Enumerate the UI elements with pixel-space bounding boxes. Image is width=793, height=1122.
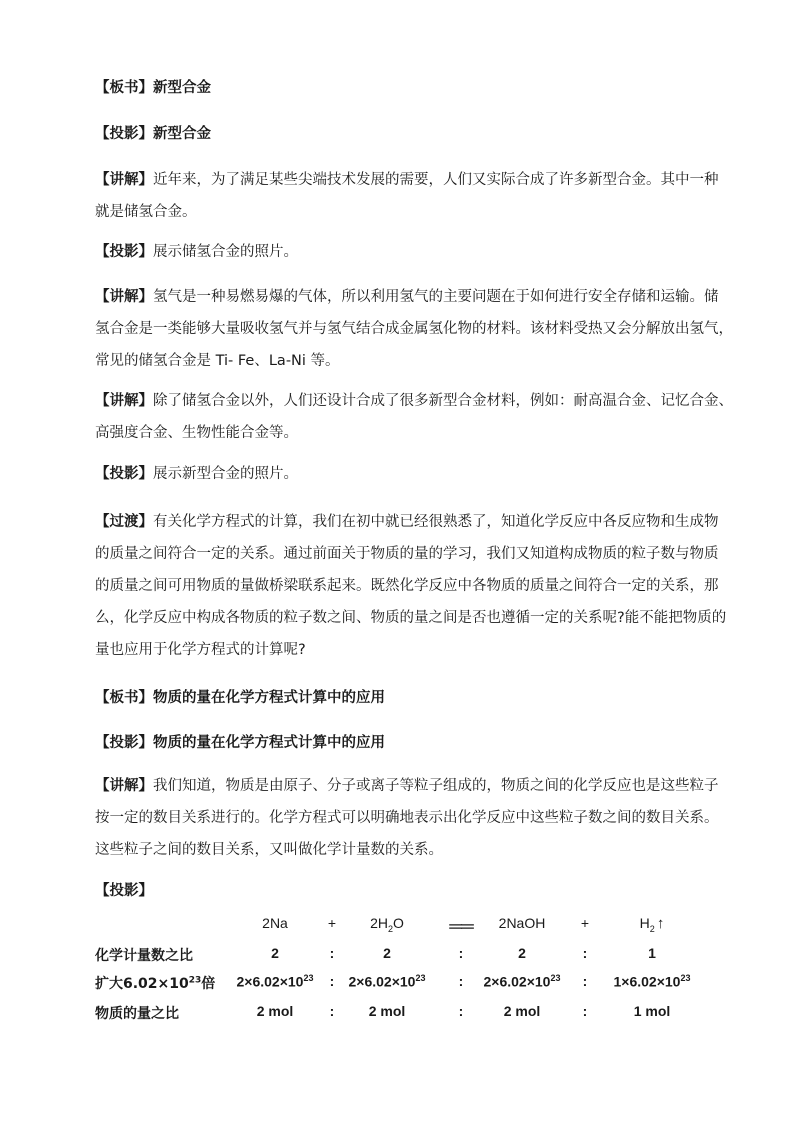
paragraph-line [95, 570, 719, 602]
table-cell: $2\times 6.02\times 10^{23}$ [348, 973, 426, 990]
paragraph [95, 236, 707, 268]
paragraph-line [95, 236, 707, 268]
ratio-separator: : [329, 945, 335, 961]
reactant-water: $2H_2O$ [370, 915, 404, 934]
paragraph-line [95, 875, 707, 907]
row-label: 化学计量数之比 [95, 948, 193, 964]
table-row [95, 1003, 705, 1031]
ratio-separator: : [582, 1003, 588, 1019]
paragraph-text: 高强度合金、生物性能合金等。 [95, 425, 298, 441]
paragraph-line [95, 727, 707, 759]
paragraph [95, 164, 719, 228]
paragraph-line [95, 458, 707, 490]
paragraph-text: 有关化学方程式的计算，我们在初中就已经很熟悉了，知道化学反应中各反应物和生成物 [153, 514, 719, 530]
paragraph [95, 506, 727, 666]
paragraph-line [95, 834, 707, 866]
paragraph-line [95, 313, 733, 345]
ratio-separator: : [329, 973, 335, 989]
ratio-separator: : [329, 1003, 335, 1019]
paragraph-line [95, 634, 707, 666]
row-label: 扩大$6.02\times 10^{23}$倍 [95, 975, 216, 992]
table-row [95, 945, 705, 973]
ratio-separator: : [582, 945, 588, 961]
paragraph-tag: 【投影】 [95, 244, 153, 260]
ratio-separator: : [458, 1003, 464, 1019]
paragraph [95, 727, 707, 759]
table-cell: 2 [518, 945, 526, 961]
paragraph-text: 常见的储氢合金是 Ti- Fe、La-Ni 等。 [95, 353, 340, 369]
product-hydrogen: $H_2$ ↑ [639, 915, 665, 934]
paragraph-line [95, 164, 719, 196]
plus-sign: + [327, 915, 337, 931]
paragraph-text: 物质的量在化学方程式计算中的应用 [153, 735, 385, 751]
table-cell: 2 mol [368, 1003, 406, 1019]
table-cell: $2\times 6.02\times 10^{23}$ [483, 973, 561, 990]
paragraph-line [95, 770, 719, 802]
paragraph-text: 氢合金是一类能够大量吸收氢气并与氢气结合成金属氢化物的材料。该材料受热又会分解放出氢气， [95, 321, 733, 337]
paragraph-line [95, 417, 707, 449]
paragraph-text: 就是储氢合金。 [95, 204, 197, 220]
paragraph-text: 新型合金 [153, 80, 211, 96]
paragraph-text: 近年来，为了满足某些尖端技术发展的需要，人们又实际合成了许多新型合金。其中一种 [153, 172, 719, 188]
table-cell: 2 [383, 945, 391, 961]
paragraph-text: 这些粒子之间的数目关系，又叫做化学计量数的关系。 [95, 842, 443, 858]
paragraph-line [95, 538, 719, 570]
paragraph-text: 展示新型合金的照片。 [153, 466, 298, 482]
gas-up-arrow-icon: ↑ [656, 915, 665, 932]
paragraph-tag: 【讲解】 [95, 289, 153, 305]
paragraph [95, 385, 733, 449]
paragraph-line [95, 602, 727, 634]
paragraph-line [95, 72, 707, 104]
ratio-separator: : [458, 945, 464, 961]
paragraph [95, 281, 733, 377]
ratio-separator: : [582, 973, 588, 989]
paragraph-text: 么，化学反应中构成各物质的粒子数之间、物质的量之间是否也遵循一定的关系呢?能不能把物质的 [95, 610, 727, 626]
paragraph-tag: 【板书】 [95, 690, 153, 706]
equals-sign: ══ [449, 916, 473, 936]
paragraph-tag: 【投影】 [95, 735, 153, 751]
paragraph [95, 118, 707, 150]
paragraph-line [95, 345, 707, 377]
paragraph-tag: 【讲解】 [95, 778, 153, 794]
paragraph-line [95, 802, 719, 834]
reactant-sodium: 2Na [262, 915, 288, 931]
paragraph-line [95, 385, 733, 417]
paragraph-tag: 【讲解】 [95, 393, 153, 409]
table-row [95, 973, 705, 1001]
paragraph [95, 72, 707, 104]
paragraph-text: 新型合金 [153, 126, 211, 142]
paragraph-text: 氢气是一种易燃易爆的气体，所以利用氢气的主要问题在于如何进行安全存储和运输。储 [153, 289, 719, 305]
paragraph-line [95, 196, 707, 228]
table-cell: 2 [271, 945, 279, 961]
paragraph-text: 量也应用于化学方程式的计算呢? [95, 642, 306, 658]
table-cell: $1\times 6.02\times 10^{23}$ [613, 973, 691, 990]
paragraph [95, 458, 707, 490]
paragraph-tag: 【过渡】 [95, 514, 153, 530]
paragraph-line [95, 506, 719, 538]
paragraph-text: 按一定的数目关系进行的。化学方程式可以明确地表示出化学反应中这些粒子数之间的数目关系。 [95, 810, 719, 826]
paragraph-tag: 【讲解】 [95, 172, 153, 188]
paragraph-text: 展示储氢合金的照片。 [153, 244, 298, 260]
paragraph-tag: 【投影】 [95, 883, 153, 899]
paragraph-tag: 【板书】 [95, 80, 153, 96]
paragraph [95, 875, 707, 907]
table-cell: 2 mol [256, 1003, 294, 1019]
paragraph-text: 物质的量在化学方程式计算中的应用 [153, 690, 385, 706]
table-cell: 1 [648, 945, 656, 961]
table-cell: $2\times 6.02\times 10^{23}$ [236, 973, 314, 990]
ratio-separator: : [458, 973, 464, 989]
paragraph-tag: 【投影】 [95, 126, 153, 142]
table-cell: 1 mol [633, 1003, 671, 1019]
row-label: 物质的量之比 [95, 1006, 179, 1022]
paragraph-text: 除了储氢合金以外，人们还设计合成了很多新型合金材料，例如：耐高温合金、记忆合金、 [153, 393, 733, 409]
paragraph-text: 的质量之间符合一定的关系。通过前面关于物质的量的学习，我们又知道构成物质的粒子数与物质 [95, 546, 719, 562]
product-sodium-hydroxide: 2NaOH [498, 915, 546, 931]
paragraph [95, 770, 719, 866]
paragraph-text: 的质量之间可用物质的量做桥梁联系起来。既然化学反应中各物质的质量之间符合一定的关系，那 [95, 578, 719, 594]
paragraph-line [95, 281, 719, 313]
plus-sign-2: + [580, 915, 590, 931]
paragraph-line [95, 118, 707, 150]
reaction-equation-row [95, 915, 705, 943]
paragraph-line [95, 682, 707, 714]
paragraph-tag: 【投影】 [95, 466, 153, 482]
table-cell: 2 mol [503, 1003, 541, 1019]
paragraph [95, 682, 707, 714]
paragraph-text: 我们知道，物质是由原子、分子或离子等粒子组成的，物质之间的化学反应也是这些粒子 [153, 778, 719, 794]
